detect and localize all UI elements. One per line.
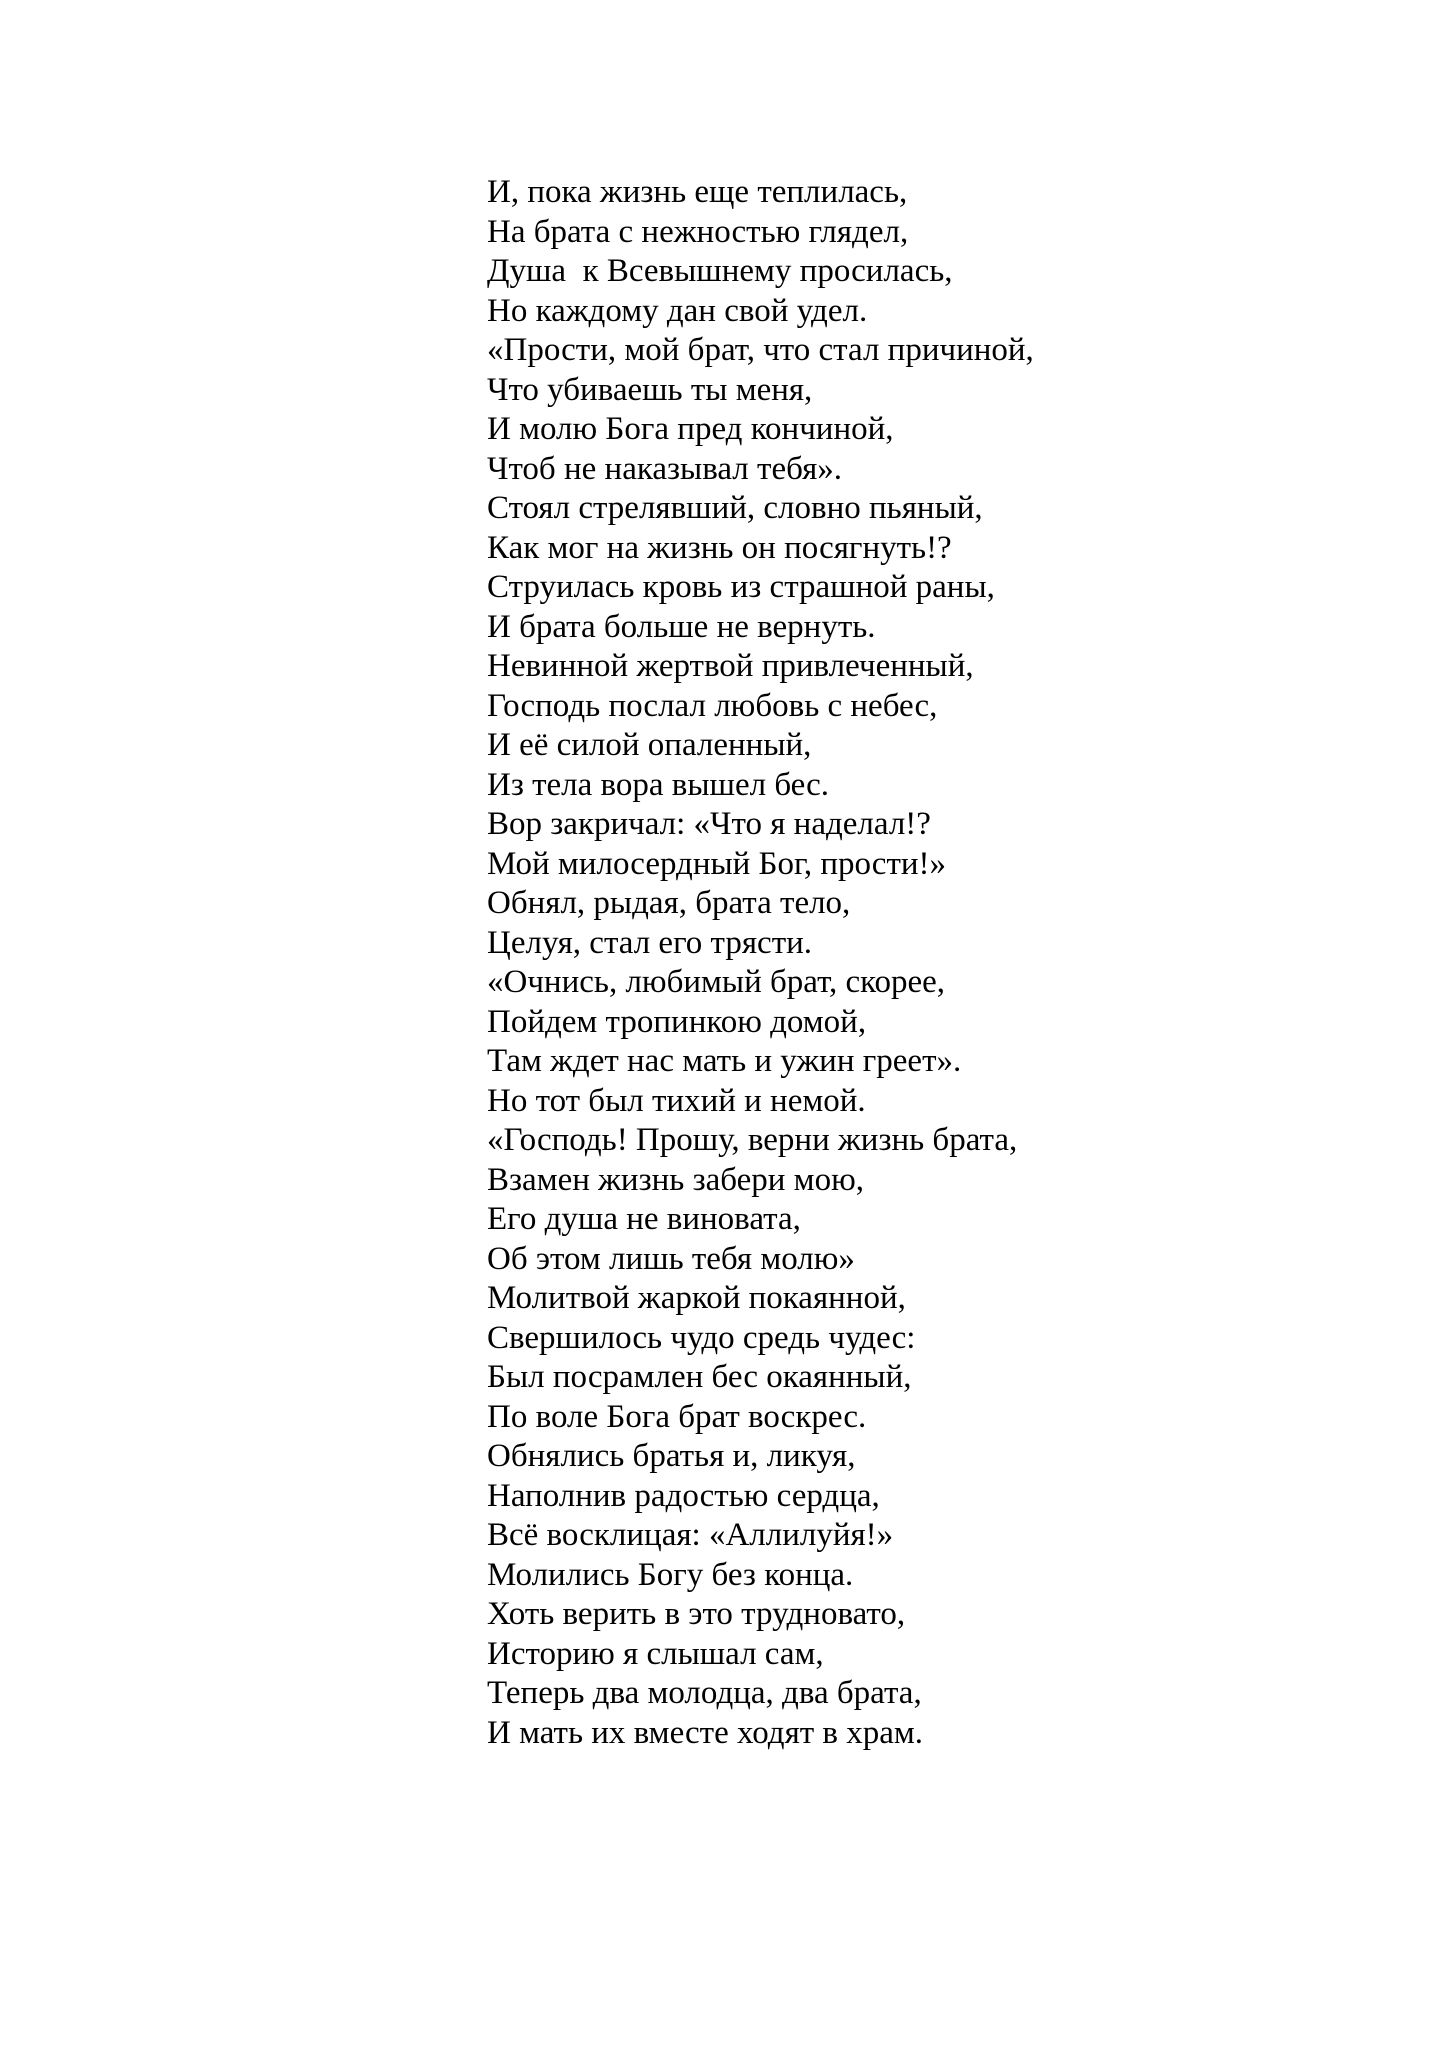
poem-line: «Господь! Прошу, верни жизнь брата, xyxy=(487,1122,1018,1158)
poem-line: Наполнив радостью сердца, xyxy=(487,1477,880,1514)
poem-line: Но каждому дан свой удел. xyxy=(487,292,868,329)
poem-line: Струилась кровь из страшной раны, xyxy=(487,569,995,605)
poem-line: Стоял стрелявший, словно пьяный, xyxy=(487,490,983,526)
poem-line: Свершилось чудо средь чудес: xyxy=(487,1319,916,1356)
poem-line: По воле Бога брат воскрес. xyxy=(487,1398,867,1435)
poem-line: Молились Богу без конца. xyxy=(487,1556,854,1593)
poem-line: На брата с нежностью глядел, xyxy=(487,213,909,250)
poem-line: И её силой опаленный, xyxy=(487,727,812,763)
poem-line: Его душа не виновата, xyxy=(487,1201,801,1237)
poem-line: Хоть верить в это трудновато, xyxy=(487,1596,906,1632)
poem-line: Обнялись братья и, ликуя, xyxy=(487,1438,856,1474)
poem-line: «Прости, мой брат, что стал причиной, xyxy=(487,332,1034,368)
poem-line: Об этом лишь тебя молю» xyxy=(487,1240,855,1277)
poem-line: Но тот был тихий и немой. xyxy=(487,1082,866,1119)
poem-line: Всё восклицая: «Аллилуйя!» xyxy=(487,1517,894,1553)
poem-line: Что убиваешь ты меня, xyxy=(487,371,813,408)
poem-line: «Очнись, любимый брат, скорее, xyxy=(487,964,946,1000)
poem-line: И молю Бога пред кончиной, xyxy=(487,411,894,447)
poem-line: Целуя, стал его трясти. xyxy=(487,924,813,961)
poem-line: Историю я слышал сам, xyxy=(487,1635,824,1672)
poem-text xyxy=(487,173,1034,1753)
poem-line: Мой милосердный Бог, прости!» xyxy=(487,845,947,882)
poem-line: Душа к Всевышнему просилась, xyxy=(487,253,953,289)
poem-line: Господь послал любовь с небес, xyxy=(487,687,938,724)
poem-line: Обнял, рыдая, брата тело, xyxy=(487,885,851,921)
poem-line: И мать их вместе ходят в храм. xyxy=(487,1714,924,1751)
poem-line: Взамен жизнь забери мою, xyxy=(487,1161,864,1198)
poem-line: Теперь два молодца, два брата, xyxy=(487,1675,922,1711)
poem-line: Как мог на жизнь он посягнуть!? xyxy=(487,529,952,566)
poem-line: Пойдем тропинкою домой, xyxy=(487,1003,867,1040)
poem-line: Из тела вора вышел бес. xyxy=(487,766,830,803)
poem-line: Молитвой жаркой покаянной, xyxy=(487,1280,906,1316)
poem-line: И, пока жизнь еще теплилась, xyxy=(487,174,908,210)
poem-line: Вор закричал: «Что я наделал!? xyxy=(487,806,931,842)
poem-line: Чтоб не наказывал тебя». xyxy=(487,450,842,487)
poem-line: Там ждет нас мать и ужин греет». xyxy=(487,1043,962,1079)
poem-line: И брата больше не вернуть. xyxy=(487,608,876,645)
poem-line: Был посрамлен бес окаянный, xyxy=(487,1359,912,1395)
poem-line: Невинной жертвой привлеченный, xyxy=(487,648,974,684)
